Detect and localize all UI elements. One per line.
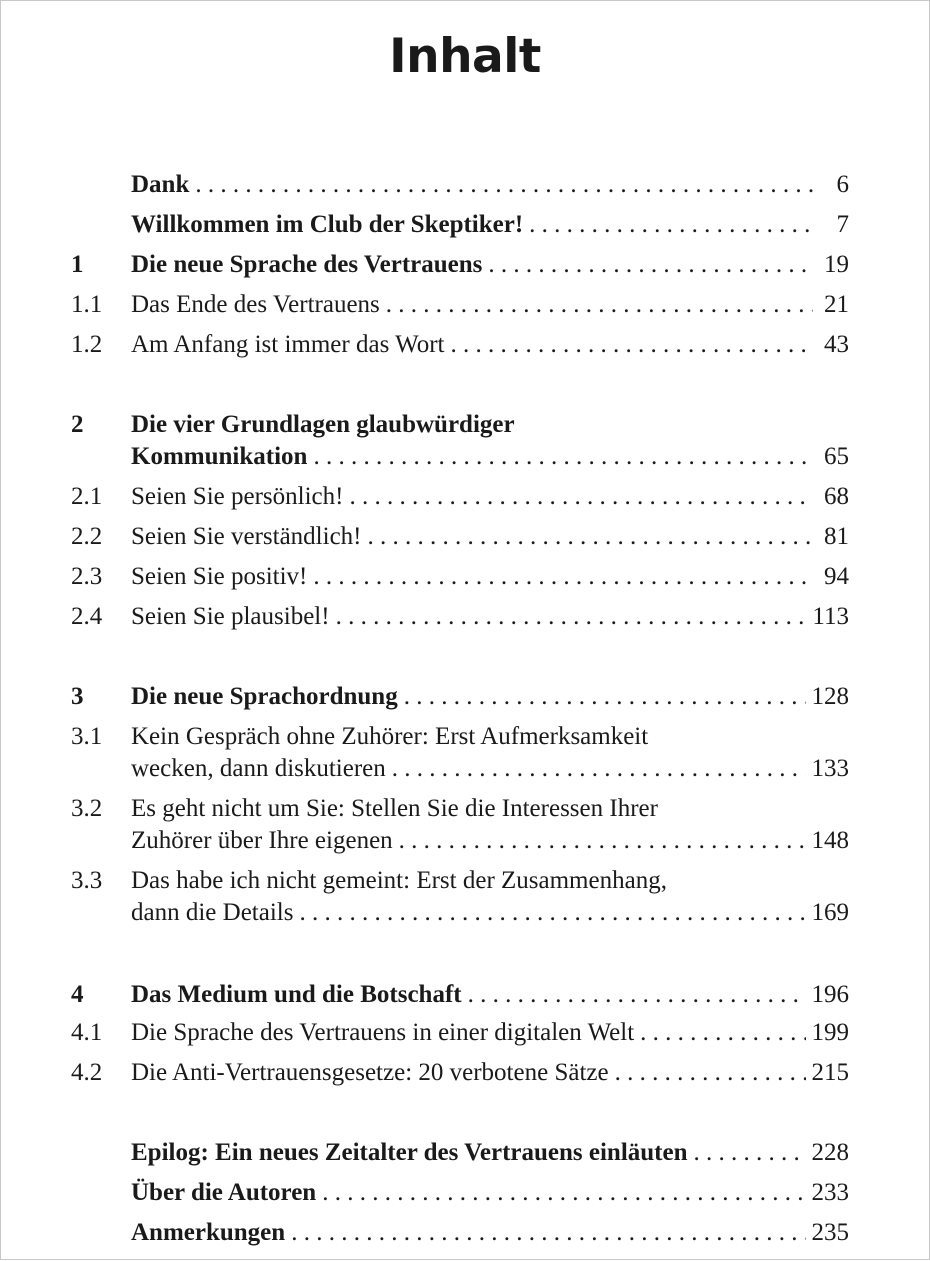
toc-entry-title: Die neue Sprachordnung xyxy=(131,683,398,710)
toc-entry-number: 3.1 xyxy=(71,723,103,750)
toc-entry-number: 2.1 xyxy=(71,483,103,510)
dot-leader xyxy=(450,329,813,361)
toc-page-number: 169 xyxy=(811,899,849,926)
toc-entry-title: Am Anfang ist immer das Wort xyxy=(131,331,445,358)
toc-entry-title: Seien Sie plausibel! xyxy=(131,603,330,630)
toc-page-number: 199 xyxy=(811,1019,849,1046)
toc-entry-title: Seien Sie verständlich! xyxy=(131,523,362,550)
toc-entry-number: 3.2 xyxy=(71,795,103,822)
toc-page-number: 21 xyxy=(824,291,849,318)
dot-leader xyxy=(399,825,806,857)
toc-entry-number: 3 xyxy=(71,683,84,710)
toc-entry-title: Über die Autoren xyxy=(131,1179,317,1206)
toc-entry-line xyxy=(71,521,849,553)
toc-entry-line xyxy=(71,1177,849,1209)
toc-entry xyxy=(71,169,849,201)
dot-leader xyxy=(468,979,806,1011)
toc-page-number: 113 xyxy=(812,603,849,630)
dot-leader xyxy=(386,289,813,321)
toc-entry xyxy=(71,1017,849,1049)
dot-leader xyxy=(322,1177,805,1209)
toc-entry-line xyxy=(71,329,849,361)
toc-page-number: 148 xyxy=(811,827,849,854)
toc-entry-line xyxy=(71,481,849,513)
toc-entry-title: Epilog: Ein neues Zeitalter des Vertrauens einläuten xyxy=(131,1139,688,1166)
toc-page-number: 19 xyxy=(824,251,849,278)
toc-entry-line xyxy=(71,1017,849,1049)
toc-page-number: 215 xyxy=(811,1059,849,1086)
toc-page-number: 81 xyxy=(824,523,849,550)
toc-entry-line xyxy=(71,721,849,753)
toc-entry-line xyxy=(71,1137,849,1169)
toc-entry-line xyxy=(71,825,849,857)
toc-entry-number: 4.1 xyxy=(71,1019,103,1046)
toc-entry-title: wecken, dann diskutieren xyxy=(131,755,386,782)
toc-entry xyxy=(71,561,849,593)
toc-entry-line xyxy=(71,979,849,1011)
toc-entry-number: 2.3 xyxy=(71,563,103,590)
toc-entry-number: 1.2 xyxy=(71,331,103,358)
toc-entry-title: Die Sprache des Vertrauens in einer digitalen Welt xyxy=(131,1019,635,1046)
toc-entry xyxy=(71,1177,849,1209)
toc-entry-title: Seien Sie persönlich! xyxy=(131,483,344,510)
toc-entry-line xyxy=(71,561,849,593)
dot-leader xyxy=(488,249,813,281)
toc-entry-line xyxy=(71,209,849,241)
toc-entry xyxy=(71,1217,849,1249)
toc-entry-title: Kommunikation xyxy=(131,443,308,470)
toc-page-number: 7 xyxy=(836,211,849,238)
toc-entry xyxy=(71,1057,849,1089)
dot-leader xyxy=(529,209,813,241)
dot-leader xyxy=(313,441,813,473)
toc-entry-number: 4.2 xyxy=(71,1059,103,1086)
toc-entry-number: 3.3 xyxy=(71,867,103,894)
toc-entry-title: Seien Sie positiv! xyxy=(131,563,308,590)
toc-entry-line xyxy=(71,169,849,201)
toc-page-number: 6 xyxy=(836,171,849,198)
toc-entry xyxy=(71,865,849,929)
toc-entry xyxy=(71,793,849,857)
toc-page-number: 65 xyxy=(824,443,849,470)
toc-entry-title: Die neue Sprache des Vertrauens xyxy=(131,251,483,278)
toc-entry-line xyxy=(71,1217,849,1249)
dot-leader xyxy=(640,1017,805,1049)
toc-page-number: 68 xyxy=(824,483,849,510)
toc-entry xyxy=(71,721,849,785)
dot-leader xyxy=(195,169,813,201)
toc-entry-number: 2.4 xyxy=(71,603,103,630)
toc-entry xyxy=(71,289,849,321)
toc-entry-title: Das Medium und die Botschaft xyxy=(131,981,462,1008)
toc-entry-line xyxy=(71,681,849,713)
dot-leader xyxy=(615,1057,806,1089)
table-of-contents xyxy=(1,1,930,1261)
dot-leader xyxy=(404,681,806,713)
toc-entry-number: 4 xyxy=(71,981,84,1008)
toc-entry xyxy=(71,409,849,473)
toc-entry-line xyxy=(71,865,849,897)
toc-entry xyxy=(71,209,849,241)
dot-leader xyxy=(313,561,813,593)
toc-entry-line xyxy=(71,289,849,321)
toc-entry xyxy=(71,521,849,553)
toc-entry-title: Kein Gespräch ohne Zuhörer: Erst Aufmerksamkeit xyxy=(131,723,649,750)
toc-entry-title: Das habe ich nicht gemeint: Erst der Zusammenhang, xyxy=(131,867,667,894)
toc-entry-line xyxy=(71,409,849,441)
toc-entry-title: Das Ende des Vertrauens xyxy=(131,291,380,318)
toc-page-number: 133 xyxy=(811,755,849,782)
toc-entry-number: 1.1 xyxy=(71,291,103,318)
dot-leader xyxy=(368,521,814,553)
toc-entry-line xyxy=(71,441,849,473)
toc-entry-title: Zuhörer über Ihre eigenen xyxy=(131,827,393,854)
toc-entry-number: 2.2 xyxy=(71,523,103,550)
page-title: Inhalt xyxy=(389,29,541,84)
toc-page-number: 43 xyxy=(824,331,849,358)
toc-entry xyxy=(71,1137,849,1169)
toc-page-number: 233 xyxy=(811,1179,849,1206)
dot-leader xyxy=(694,1137,806,1169)
toc-entry-line xyxy=(71,249,849,281)
toc-entry-line xyxy=(71,601,849,633)
dot-leader xyxy=(349,481,813,513)
toc-entry-title: dann die Details xyxy=(131,899,294,926)
toc-entry-number: 1 xyxy=(71,251,84,278)
toc-entry xyxy=(71,329,849,361)
toc-entry xyxy=(71,979,849,1011)
toc-entry xyxy=(71,481,849,513)
toc-entry-title: Anmerkungen xyxy=(131,1219,286,1246)
toc-page-number: 235 xyxy=(811,1219,849,1246)
toc-entry-line xyxy=(71,753,849,785)
toc-entry-title: Es geht nicht um Sie: Stellen Sie die Interessen Ihrer xyxy=(131,795,658,822)
toc-entry xyxy=(71,681,849,713)
toc-page-number: 128 xyxy=(811,683,849,710)
toc-entry-title: Die vier Grundlagen glaubwürdiger xyxy=(131,411,515,438)
toc-entry-title: Willkommen im Club der Skeptiker! xyxy=(131,211,524,238)
toc-entry-title: Die Anti-Vertrauensgesetze: 20 verbotene Sätze xyxy=(131,1059,609,1086)
toc-page-number: 94 xyxy=(824,563,849,590)
toc-entry-line xyxy=(71,793,849,825)
toc-entry xyxy=(71,249,849,281)
toc-entry-number: 2 xyxy=(71,411,84,438)
dot-leader xyxy=(299,897,805,929)
toc-page-number: 196 xyxy=(811,981,849,1008)
dot-leader xyxy=(291,1217,805,1249)
toc-page-number: 228 xyxy=(811,1139,849,1166)
toc-entry-line xyxy=(71,1057,849,1089)
dot-leader xyxy=(336,601,807,633)
toc-entry xyxy=(71,601,849,633)
dot-leader xyxy=(392,753,806,785)
toc-entry-line xyxy=(71,897,849,929)
toc-entry-title: Dank xyxy=(131,171,190,198)
